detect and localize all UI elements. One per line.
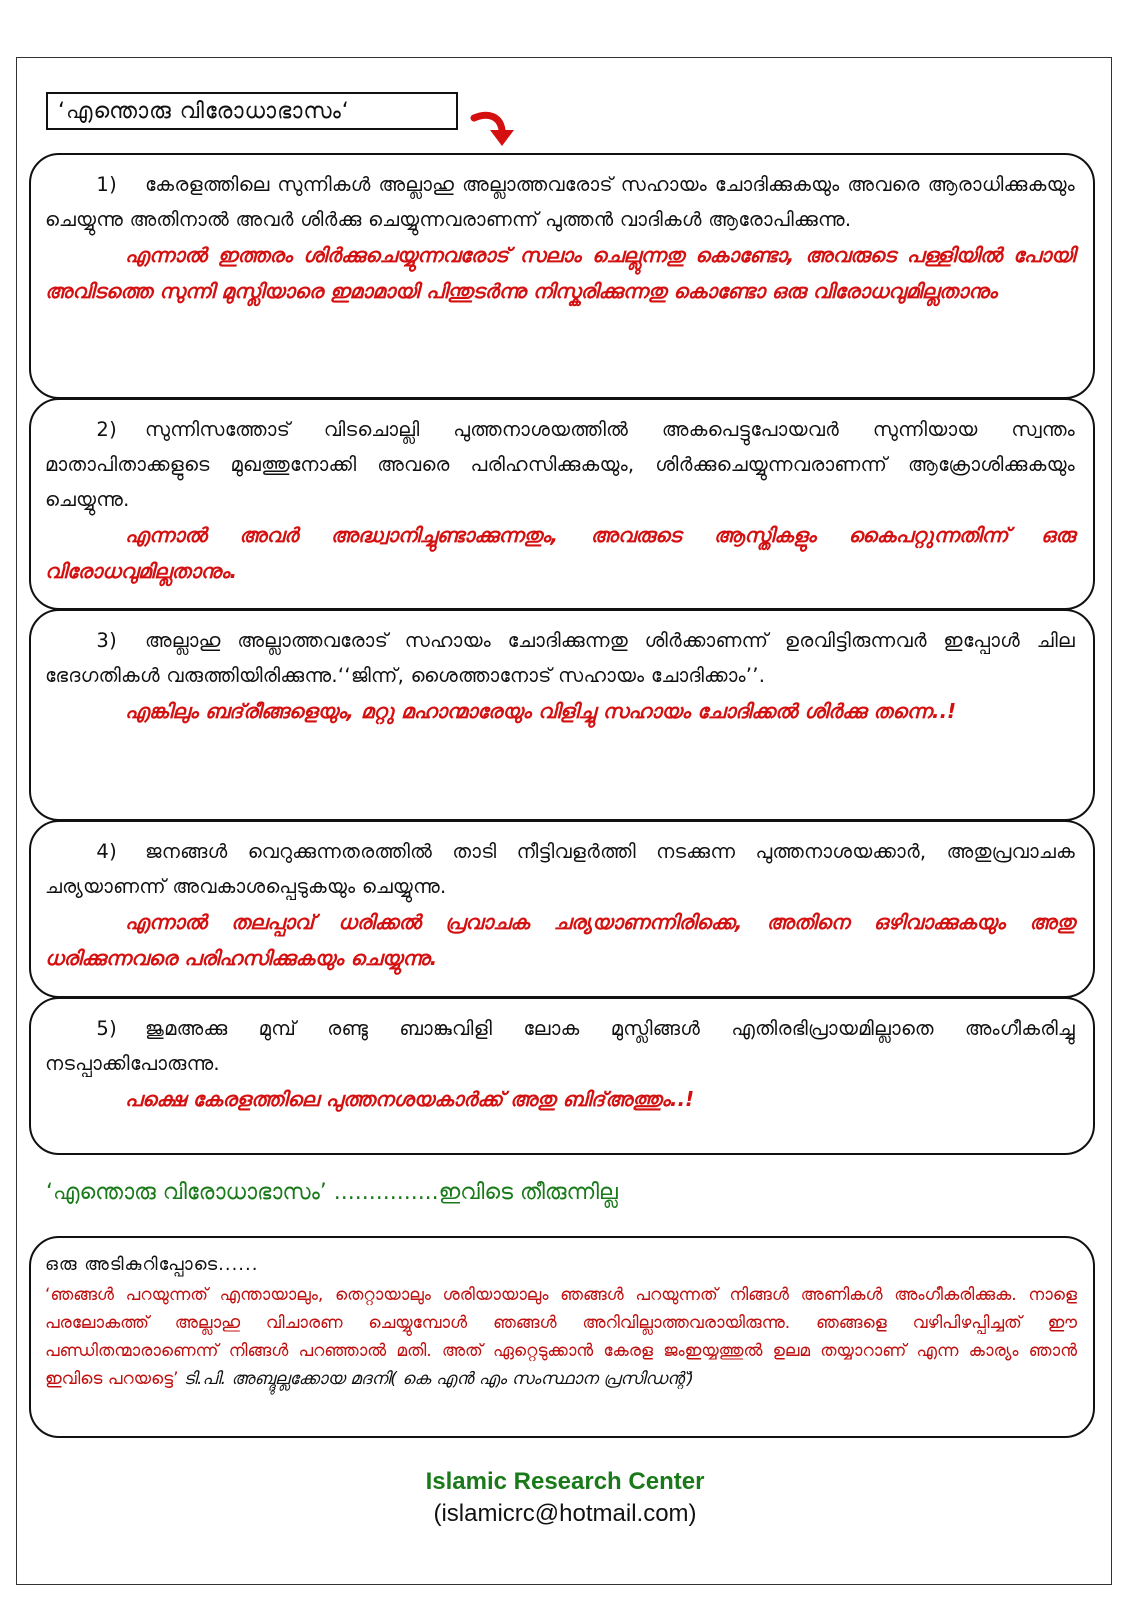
section-2-number: 2) — [96, 418, 117, 441]
page-title — [46, 92, 458, 130]
section-3-rebuttal-text: എങ്കിലും ബദ്‌രീങ്ങളെയും, മറ്റു മഹാന്മാരേയും വിളിച്ചു സഹായം ചോദിക്കൽ ശിർക്കു തന്നെ..! — [125, 699, 957, 723]
section-1-rebuttal-text: എന്നാൽ ഇത്തരം ശിർക്കുചെയ്യുന്നവരോട് സലാം ചെല്ലുന്നതു കൊണ്ടോ, അവരുടെ പള്ളിയിൽ പോയി അവിടത്തെ സുന്നി മുസ്ലിയാരെ ഇമാമായി പിന്തുടർന്നു നിസ്കരിക്കുന്നതു കൊണ്ടോ ഒരു വിരോധവുമില്ലതാനും — [45, 243, 1075, 303]
closing-line: ‘എന്തൊരു വിരോധാഭാസം’ ...............ഇവിടെ തീരുന്നില്ല — [46, 1180, 618, 1205]
footnote-quote — [45, 1281, 1077, 1393]
section-3-text — [45, 623, 1075, 693]
section-4-number: 4) — [96, 840, 117, 863]
section-3-body: അല്ലാഹു അല്ലാത്തവരോട് സഹായം ചോദിക്കുന്നതു ശിർക്കാണന്ന് ഉരവിട്ടിരുന്നവർ ഇപ്പോൾ ചില ഭേദഗതികൾ വരുത്തിയിരിക്കുന്നു.‘‘ജിന്ന്, ശൈത്താനോട് സഹായം ചോദിക്കാം’’. — [45, 629, 1075, 687]
contradiction-section-1 — [29, 153, 1095, 399]
section-4-rebuttal — [45, 904, 1075, 976]
section-5-number: 5) — [96, 1017, 117, 1040]
contradiction-section-2 — [29, 398, 1095, 610]
section-2-body: സുന്നിസത്തോട് വിടചൊല്ലി പുത്തനാശയത്തിൽ അകപെട്ടുപോയവർ സുന്നിയായ സ്വന്തം മാതാപിതാക്കളുടെ മുഖത്തുനോക്കി അവരെ പരിഹസിക്കുകയും, ശിർക്കുചെയ്യുന്നവരാണന്ന് ആക്രോശിക്കുകയും ചെയ്യുന്നു. — [45, 418, 1075, 511]
section-5-text — [45, 1011, 1075, 1081]
footer-email: (islamicrc@hotmail.com) — [433, 1500, 697, 1527]
section-4-body: ജനങ്ങൾ വെറുക്കുന്നതരത്തിൽ താടി നീട്ടിവളർത്തി നടക്കുന്ന പുത്തനാശയക്കാർ, അതുപ്രവാചക ചര്യയാണന്ന് അവകാശപ്പെടുകയും ചെയ്യുന്നു. — [45, 840, 1075, 898]
section-5-rebuttal-text: പക്ഷെ കേരളത്തിലെ പുത്തനശയകാർക്ക് അതു ബിദ്‌അത്തും..! — [125, 1087, 695, 1111]
section-4-rebuttal-text: എന്നാൽ തലപ്പാവ് ധരിക്കൽ പ്രവാചക ചര്യയാണന്നിരിക്കെ, അതിനെ ഒഴിവാക്കുകയും അതു ധരിക്കുന്നവരെ പരിഹസിക്കുകയും ചെയ്യുന്നു. — [45, 910, 1075, 970]
section-5-body: ജുമഅക്കു മുമ്പ് രണ്ടു ബാങ്കുവിളി ലോക മുസ്ലിങ്ങൾ എതിരഭിപ്രായമില്ലാതെ അംഗീകരിച്ചു നടപ്പാക്കിപോരുന്നു. — [45, 1017, 1075, 1075]
contradiction-section-5 — [29, 997, 1095, 1155]
section-2-rebuttal-text: എന്നാൽ അവർ അദ്ധ്വാനിച്ചുണ്ടാക്കുന്നതും, അവരുടെ ആസ്തികളും കൈപറ്റുന്നതിന്ന് ഒരു വിരോധവുമില്ലതാനും. — [45, 523, 1075, 583]
footnote-attribution: ടി.പി. അബ്ദുല്ലക്കോയ മദനി( കെ എൻ എം സംസ്ഥാന പ്രസിഡന്റ്) — [183, 1369, 694, 1389]
section-5-rebuttal — [45, 1081, 1075, 1117]
footnote-box — [29, 1236, 1095, 1438]
section-3-rebuttal — [45, 693, 1075, 729]
contradiction-section-4 — [29, 820, 1095, 998]
section-4-text — [45, 834, 1075, 904]
contradiction-section-3 — [29, 609, 1095, 821]
section-3-number: 3) — [96, 629, 117, 652]
curved-arrow-down-icon — [470, 110, 520, 152]
footnote-quote-text: ‘ഞങ്ങൾ പറയുന്നത് എന്തായാലും, തെറ്റായാലും ശരിയായാലും ഞങ്ങൾ പറയുന്നത് നിങ്ങൾ അണികൾ അംഗീകരിക്കുക. നാളെ പരലോകത്ത് അല്ലാഹു വിചാരണ ചെയ്യുമ്പോൾ ഞങ്ങൾ അറിവില്ലാത്തവരായിരുന്നു. ഞങ്ങളെ വഴിപിഴപ്പിച്ചത് ഈ പണ്ഡിതന്മാരാണെന്ന് നിങ്ങൾ പറഞ്ഞാൽ മതി. അത് ഏറ്റെടുക്കാൻ കേരള ജംഇയ്യത്തുൽ ഉലമ തയ്യാറാണ് എന്ന കാര്യം ഞാൻ ഇവിടെ പറയട്ടെ’ — [45, 1285, 1077, 1389]
section-2-rebuttal — [45, 517, 1075, 589]
page-title-text: ‘എന്തൊരു വിരോധാഭാസം‘ — [58, 98, 350, 124]
section-1-number: 1) — [96, 173, 117, 196]
section-1-body: കേരളത്തിലെ സുന്നികൾ അല്ലാഹു അല്ലാത്തവരോട് സഹായം ചോദിക്കുകയും അവരെ ആരാധിക്കുകയും ചെയ്യുന്നു അതിനാൽ അവർ ശിർക്കു ചെയ്യുന്നവരാണന്ന് പുത്തൻ വാദികൾ ആരോപിക്കുന്നു. — [45, 173, 1075, 231]
footer-organization: Islamic Research Center — [425, 1468, 705, 1495]
section-1-rebuttal — [45, 237, 1075, 309]
section-2-text — [45, 412, 1075, 517]
footnote-heading: ഒരു അടികുറിപ്പോടെ...... — [45, 1254, 259, 1275]
section-1-text — [45, 167, 1075, 237]
